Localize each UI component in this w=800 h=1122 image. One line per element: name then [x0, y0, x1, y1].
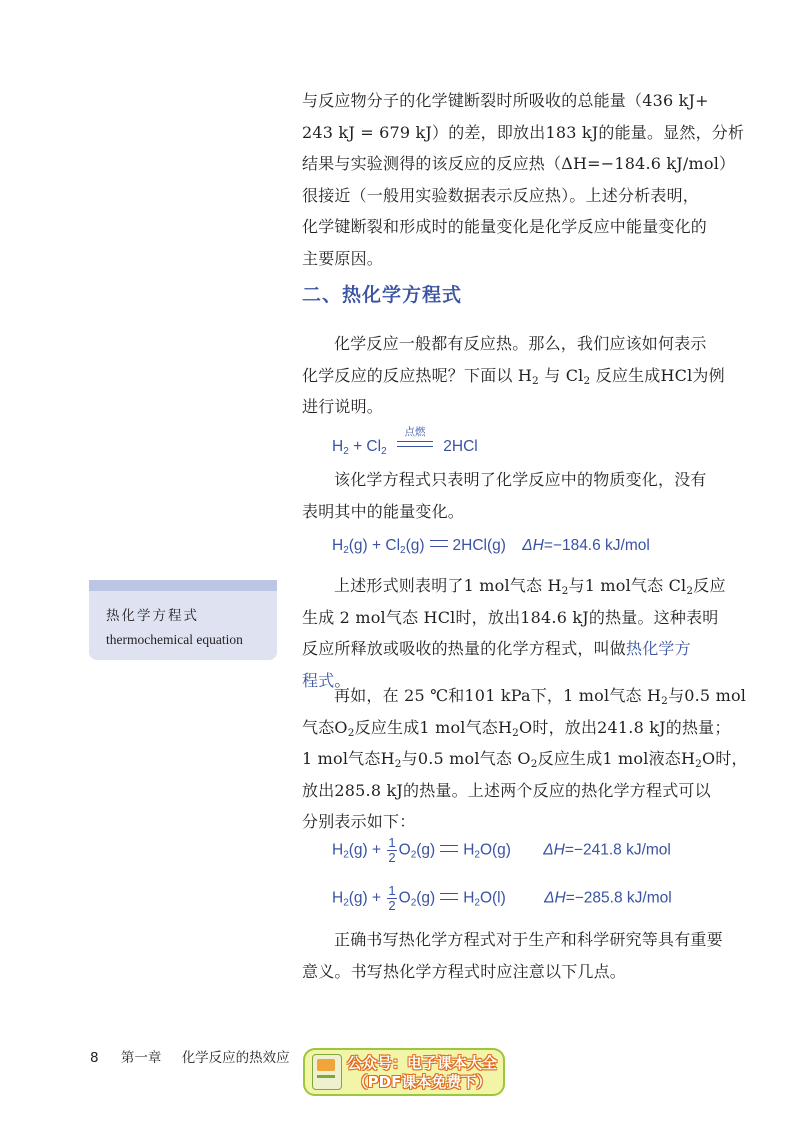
text-line: 气态$O_2$反应生成1 mol气态$H_2O$时，放出241.8 kJ的热量；	[302, 717, 731, 739]
equals-sign	[440, 893, 458, 900]
enthalpy-change: ΔH=−184.6 kJ/mol	[522, 537, 650, 554]
enthalpy-change: ΔH=−241.8 kJ/mol	[543, 841, 671, 859]
equation-water-liquid: $H_2(g)$ + $\frac{1}{2}$ $O_2(g)$ $H_2O(l)$ ΔH=−285.8 kJ/mol	[332, 883, 672, 913]
text-line: 主要原因。	[302, 248, 384, 268]
section-heading: 二、热化学方程式	[302, 284, 463, 306]
text-line: 放出285.8 kJ的热量。上述两个反应的热化学方程式可以	[302, 780, 711, 800]
fraction-one-half: $\frac{1}{2}$	[388, 835, 396, 865]
glossary-box-header-bar	[89, 580, 277, 591]
reaction-condition-arrow	[395, 426, 435, 454]
equation-water-gas: $H_2(g)$ + $\frac{1}{2}$ $O_2(g)$ $H_2O(g)$ ΔH=−241.8 kJ/mol	[332, 835, 671, 865]
text-line: 表明其中的能量变化。	[302, 501, 465, 521]
paragraph-no-energy	[302, 464, 707, 527]
chapter-title: 化学反应的热效应	[181, 1050, 290, 1066]
text-line: 程式。	[302, 670, 351, 690]
page-footer	[90, 1046, 290, 1066]
fraction-one-half: $\frac{1}{2}$	[388, 883, 396, 913]
condition-label: 点燃	[404, 426, 426, 438]
equation-h2-cl2-ignition: $H_2 + Cl_2$ 点燃 2HCl	[332, 426, 478, 457]
paragraph-intro	[302, 328, 725, 423]
key-term: 热化学方	[626, 639, 691, 658]
text-line: 化学反应一般都有反应热。那么，我们应该如何表示	[334, 334, 707, 353]
equals-sign	[430, 540, 448, 547]
watermark-stamp	[303, 1048, 505, 1096]
paragraph-definition	[302, 570, 726, 696]
glossary-term-english: thermochemical equation	[106, 632, 243, 647]
text-line: 意义。书写热化学方程式时应注意以下几点。	[302, 961, 627, 981]
text-line: 化学反应的反应热呢？下面以 $H_2$ 与 $Cl_2$ 反应生成HCl为例	[302, 365, 725, 387]
book-icon	[312, 1054, 342, 1090]
text-line: 进行说明。	[302, 397, 384, 416]
equation-thermochemical-hcl: $H_2(g) + Cl_2(g)$ 2HCl(g) ΔH=−184.6 kJ/mol	[332, 537, 650, 556]
text-line: 结果与实验测得的该反应的反应热（ΔH=−184.6 kJ/mol）	[302, 154, 736, 173]
paragraph-energy-analysis	[302, 85, 745, 274]
text-line: 再如，在 25 ℃和101 kPa下，1 mol气态 $H_2$与0.5 mol	[334, 686, 747, 707]
text-line: 反应所释放或吸收的热量的化学方程式，叫做热化学方	[302, 639, 691, 658]
paragraph-conclusion	[302, 924, 723, 987]
text-line: 与反应物分子的化学键断裂时所吸收的总能量（436 kJ+	[302, 91, 709, 110]
text-line: 1 mol气态$H_2$与0.5 mol气态 $O_2$反应生成1 mol液态$H_2O$时，	[302, 749, 748, 770]
page-number: 8	[90, 1050, 99, 1066]
glossary-box	[89, 580, 277, 660]
paragraph-example	[302, 680, 748, 838]
chapter-label: 第一章	[120, 1050, 162, 1066]
text-line: 243 kJ = 679 kJ）的差，即放出183 kJ的能量。显然，分析	[302, 122, 745, 142]
enthalpy-change: ΔH=−285.8 kJ/mol	[544, 889, 672, 907]
text-line: 分别表示如下：	[302, 812, 416, 831]
stamp-line-2: （PDF课本免费下）	[352, 1073, 492, 1091]
text-line: 该化学方程式只表明了化学反应中的物质变化，没有	[334, 470, 707, 489]
text-line: 上述形式则表明了1 mol气态 $H_2$与1 mol气态 $Cl_2$反应	[334, 576, 726, 597]
glossary-term-chinese: 热化学方程式	[106, 608, 199, 624]
stamp-line-1: 公众号：电子课本大全	[346, 1054, 497, 1072]
text-line: 化学键断裂和形成时的能量变化是化学反应中能量变化的	[302, 217, 708, 236]
text-line: 很接近（一般用实验数据表示反应热）。上述分析表明，	[302, 185, 700, 205]
key-term: 程式	[302, 670, 335, 690]
equals-sign	[440, 845, 458, 852]
text-line: 正确书写热化学方程式对于生产和科学研究等具有重要	[334, 930, 723, 949]
text-line: 生成 2 mol气态 HCl时，放出184.6 kJ的热量。这种表明	[302, 607, 719, 627]
